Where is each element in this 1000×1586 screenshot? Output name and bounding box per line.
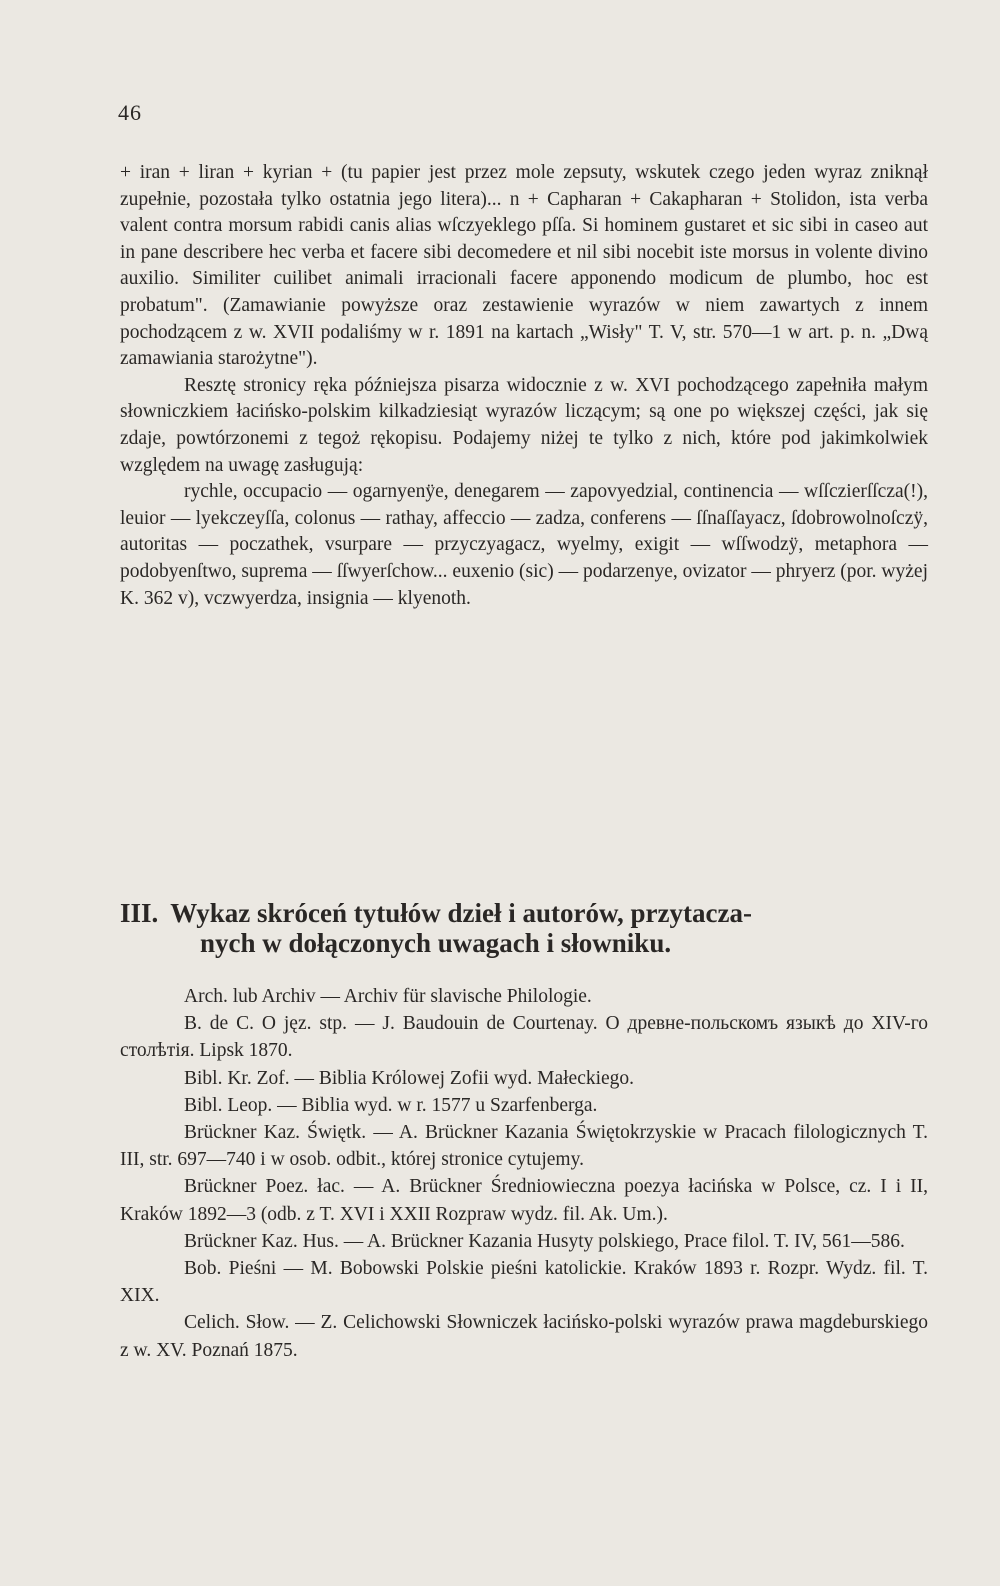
abbreviation-entry: Brückner Poez. łac. — A. Brückner Średniowieczna poezya łacińska w Polsce, cz. I i II, Kraków 1892—3 (odb. z T. XVI i XXII Rozpraw wydz. fil. Ak. Um.). (120, 1176, 928, 1225)
paragraph-charm-text: + iran + liran + kyrian + (tu papier jest przez mole zepsuty, wskutek czego jeden wyraz zniknął zupełnie, pozostała tylko ostatnia jego litera)... n + Capharan + Cakapharan + Stolidon, ista verba valent contra morsum rabidi canis alias wſczyeklego pſſa. Si hominem gustaret et sic sibi in caseo aut in pane describere hec verba et facere sibi decomedere et nil sibi nocebit iste morsus in volente divino auxilio. Similiter cuilibet animali irracionali facere apponendo modicum de plumbo, hoc est probatum". (Zamawianie powyższe oraz zestawienie wyrazów w niem zawartych z innem pochodzącem z w. XVII podaliśmy w r. 1891 na kartach „Wisły" T. V, str. 570—1 w art. p. n. „Dwą zamawiania starożytne"). (120, 162, 928, 370)
abbreviation-entry: Bibl. Leop. — Biblia wyd. w r. 1577 u Szarfenberga. (184, 1094, 598, 1116)
paragraph-glossary: rychle, occupacio — ogarnyenÿe, denegarem — zapovyedzial, continencia — wſſczierſſcza(!), leuior — lyekczeyſſa, colonus — rathay, affeccio — zadza, conferens — ſſnaſſayacz, ſdobrowolnoſczÿ, autoritas — poczathek, vsurpare — przyczyagacz, wyelmy, exigit — wſſwodzÿ, metaphora — podobyenſtwo, suprema — ſſwyerſchow... euxenio (sic) — podarzenye, ovizator — phryerz (por. wyżej K. 362 v), vczwyerdza, insignia — klyenoth. (120, 481, 928, 609)
abbreviation-list (120, 983, 928, 1364)
section-number: III. (120, 898, 159, 928)
abbreviation-entry: B. de C. O jęz. stp. — J. Baudouin de Courtenay. О древне-польскомъ языкѣ до XIV-го столѣтія. Lipsk 1870. (120, 1013, 928, 1062)
page-number: 46 (118, 100, 142, 125)
abbreviation-entry: Arch. lub Archiv — Archiv für slavische Philologie. (184, 986, 592, 1007)
section-heading (120, 898, 928, 958)
section-title-line1: Wykaz skróceń tytułów dzieł i autorów, przytacza- (170, 898, 752, 928)
section-title-line2: nych w dołączonych uwagach i słowniku. (200, 928, 672, 958)
abbreviation-entry: Bob. Pieśni — M. Bobowski Polskie pieśni katolickie. Kraków 1893 r. Rozpr. Wydz. fil. T. XIX. (120, 1258, 928, 1307)
body-text (120, 160, 928, 612)
abbreviation-entry: Brückner Kaz. Hus. — A. Brückner Kazania Husyty polskiego, Prace filol. T. IV, 561—586. (184, 1230, 905, 1252)
abbreviation-entry: Brückner Kaz. Świętk. — A. Brückner Kazania Świętokrzyskie w Pracach filologicznych T. III, str. 697—740 i w osob. odbit., której stronice cytujemy. (120, 1122, 928, 1171)
abbreviation-entry: Celich. Słow. — Z. Celichowski Słowniczek łacińsko-polski wyrazów prawa magdeburskiego z w. XV. Poznań 1875. (120, 1312, 928, 1361)
section-title (120, 898, 928, 958)
abbreviation-entry: Bibl. Kr. Zof. — Biblia Królowej Zofii wyd. Małeckiego. (184, 1067, 635, 1089)
paragraph-dictionary-intro: Resztę stronicy ręka późniejsza pisarza widocznie z w. XVI pochodzącego zapełniła małym słowniczkiem łacińsko-polskim kilkadziesiąt wyrazów liczącym; są one po większej części, jak się zdaje, powtórzonemi z tegoż rękopisu. Podajemy niżej te tylko z nich, które pod jakimkolwiek względem na uwagę zasługują: (120, 374, 928, 476)
